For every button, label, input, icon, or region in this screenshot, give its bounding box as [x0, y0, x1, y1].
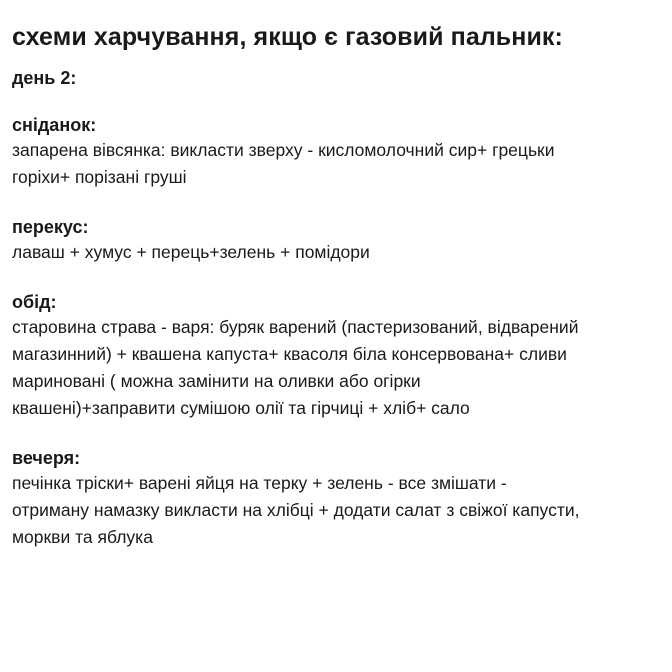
section-heading-lunch: обід:	[12, 292, 57, 312]
section-text-line: горіхи+ порізані груші	[12, 167, 187, 187]
section-text-line: мариновані ( можна замінити на оливки або огірки	[12, 371, 421, 391]
section-text-line: запарена вівсянка: викласти зверху - кисломолочний сир+ грецьки	[12, 140, 555, 160]
section-dinner	[12, 446, 668, 551]
section-breakfast	[12, 113, 668, 191]
section-text-line: лаваш + хумус + перець+зелень + помідори	[12, 242, 370, 262]
document-page	[12, 20, 668, 551]
section-text-line: отриману намазку викласти на хлібці + додати салат з свіжої капусти,	[12, 500, 580, 520]
day-label: день 2:	[12, 68, 77, 88]
section-lunch	[12, 290, 668, 422]
section-text-line: печінка тріски+ варені яйця на терку + зелень - все змішати -	[12, 473, 507, 493]
section-text-line: магазинний) + квашена капуста+ квасоля біла консервована+ сливи	[12, 344, 567, 364]
section-text-line: моркви та яблука	[12, 527, 153, 547]
section-text-line: старовина страва - варя: буряк варений (пастеризований, відварений	[12, 317, 579, 337]
section-snack	[12, 215, 668, 266]
section-heading-breakfast: сніданок:	[12, 115, 97, 135]
section-heading-snack: перекус:	[12, 217, 89, 237]
section-heading-dinner: вечеря:	[12, 448, 81, 468]
page-title: схеми харчування, якщо є газовий пальник:	[12, 23, 563, 51]
section-text-line: квашені)+заправити сумішою олії та гірчиці + хліб+ сало	[12, 398, 470, 418]
